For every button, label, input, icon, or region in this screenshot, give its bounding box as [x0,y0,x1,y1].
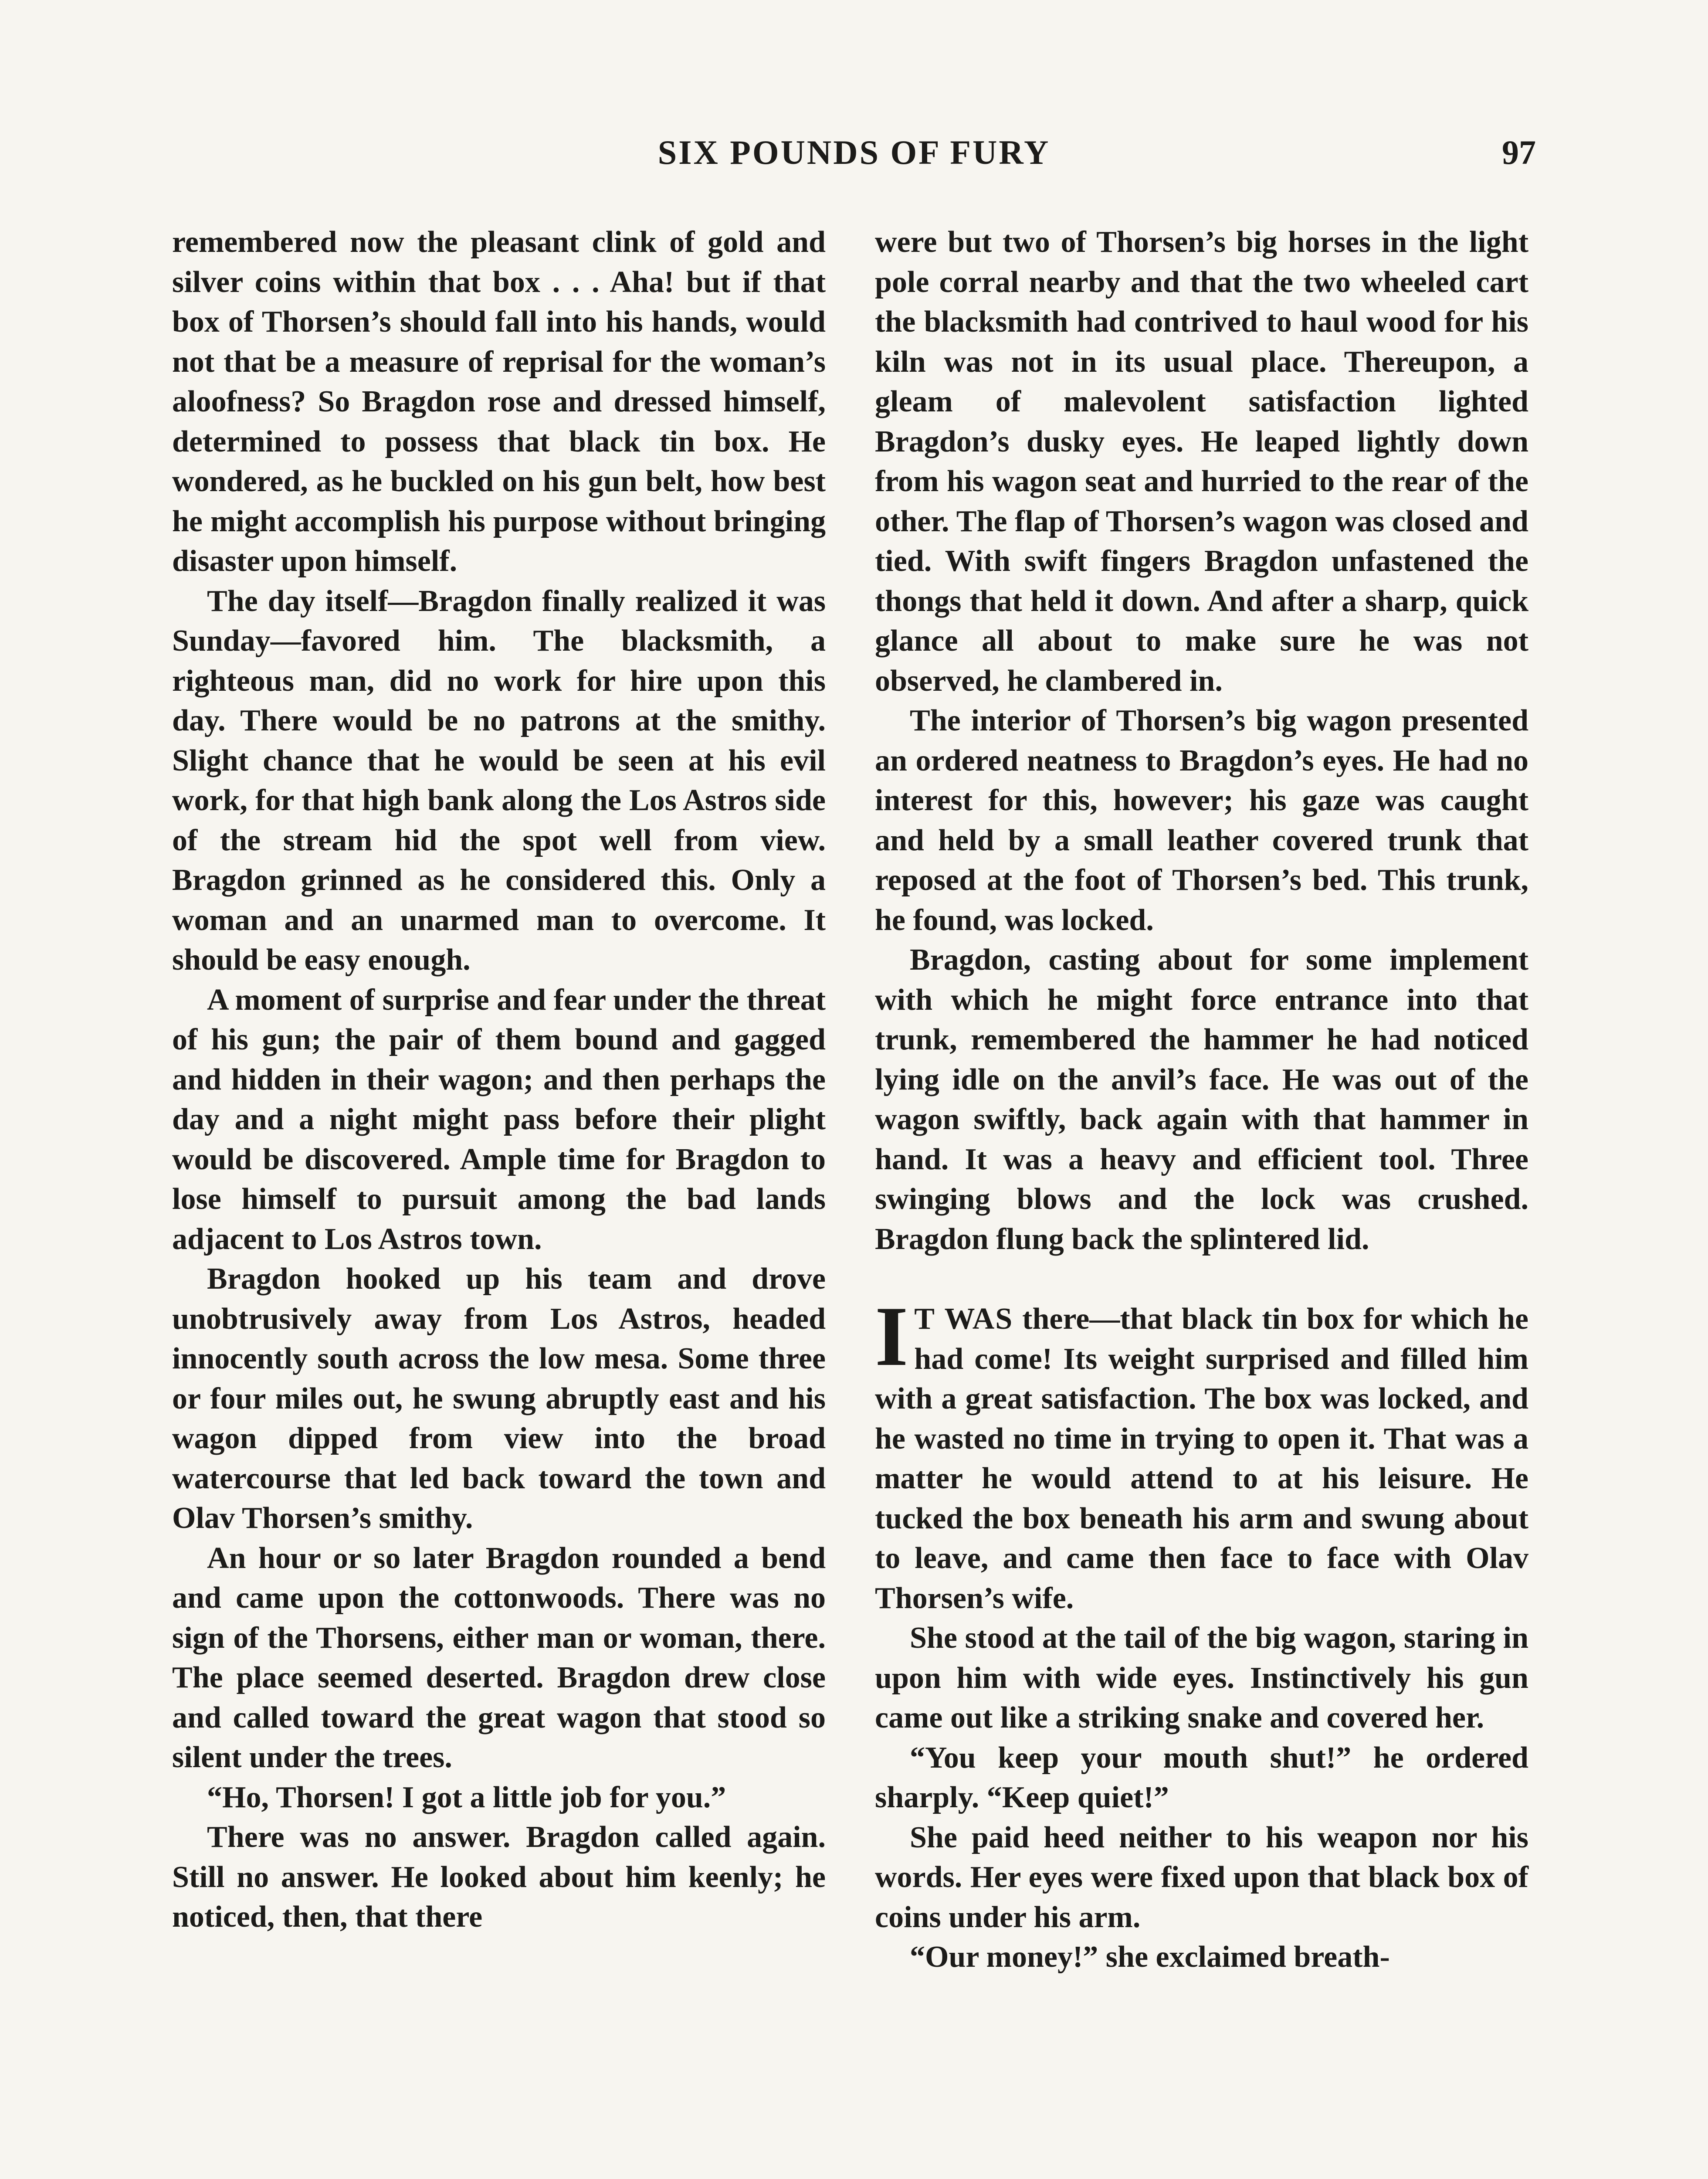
left-column [172,222,826,1937]
paragraph: There was no answer. Bragdon called again. Still no answer. He looked about him keenly; he noticed, then, that there [172,1820,826,1934]
drop-cap: I [875,1289,908,1384]
section-opening-text: there—that black tin box for which he had come! Its weight surprised and filled him with a great satisfaction. The box was locked, and he wasted no time in trying to open it. That was a matter he would attend to at his leisure. He tucked the box beneath his arm and swung about to leave, and came then face to face with Olav Thorsen’s wife. [875,1302,1528,1615]
paragraph: She stood at the tail of the big wagon, staring in upon him with wide eyes. Instinctively his gun came out like a striking snake and covered her. [875,1621,1528,1734]
paragraph: “Ho, Thorsen! I got a little job for you.” [207,1780,726,1814]
paragraph: remembered now the pleasant clink of gold and silver coins within that box . . . Aha! but if that box of Thorsen’s should fall into his hands, would not that be a measure of reprisal for the woman’s aloofness? So Bragdon rose and dressed himself, determined to possess that black tin box. He wondered, as he buckled on his gun belt, how best he might accomplish his purpose without bringing disaster upon himself. [172,225,826,578]
paragraph: She paid heed neither to his weapon nor his words. Her eyes were fixed upon that black box of coins under his arm. [875,1820,1528,1934]
paragraph: An hour or so later Bragdon rounded a bend and came upon the cottonwoods. There was no sign of the Thorsens, either man or woman, there. The place seemed deserted. Bragdon drew close and called toward the great wagon that stood so silent under the trees. [172,1541,826,1774]
paragraph: Bragdon, casting about for some implement with which he might force entrance into that trunk, remembered the hammer he had noticed lying idle on the anvil’s face. He was out of the wagon swiftly, back again with that hammer in hand. It was a heavy and efficient tool. Three swinging blows and the lock was crushed. Bragdon flung back the splintered lid. [875,943,1528,1256]
paragraph: The interior of Thorsen’s big wagon presented an ordered neatness to Bragdon’s eyes. He had no interest for this, however; his gaze was caught and held by a small leather covered trunk that reposed at the foot of Thorsen’s bed. This trunk, he found, was locked. [875,704,1528,937]
paragraph: A moment of surprise and fear under the threat of his gun; the pair of them bound and gagged and hidden in their wagon; and then perhaps the day and a night might pass before their plight would be discovered. Ample time for Bragdon to lose himself to pursuit among the bad lands adjacent to Los Astros town. [172,983,826,1256]
paragraph: “Our money!” she exclaimed breath- [910,1940,1390,1974]
paragraph: The day itself—Bragdon finally realized it was Sunday—favored him. The blacksmith, a righteous man, did no work for hire upon this day. There would be no patrons at the smithy. Slight chance that he would be seen at his evil work, for that high bank along the Los Astros side of the stream hid the spot well from view. Bragdon grinned as he considered this. Only a woman and an unarmed man to overcome. It should be easy enough. [172,584,826,977]
running-head [172,133,1536,181]
page-number: 97 [1502,133,1536,171]
paragraph: Bragdon hooked up his team and drove unobtrusively away from Los Astros, headed innocently south across the low mesa. Some three or four miles out, he swung abruptly east and his wagon dipped from view into the broad watercourse that led back toward the town and Olav Thorsen’s smithy. [172,1262,826,1535]
section-lead-in: T WAS [914,1302,1013,1336]
section-opening-paragraph [875,1289,1528,1618]
paragraph: were but two of Thorsen’s big horses in the light pole corral nearby and that the two wheeled cart the blacksmith had contrived to haul wood for his kiln was not in its usual place. Thereupon, a gleam of malevolent satisfaction lighted Bragdon’s dusky eyes. He leaped lightly down from his wagon seat and hurried to the rear of the other. The flap of Thorsen’s wagon was closed and tied. With swift fingers Bragdon unfastened the thongs that held it down. And after a sharp, quick glance all about to make sure he was not observed, he clambered in. [875,225,1528,698]
paragraph: “You keep your mouth shut!” he ordered sharply. “Keep quiet!” [875,1741,1528,1814]
running-title: SIX POUNDS OF FURY [657,133,1051,171]
right-column [875,222,1528,1977]
